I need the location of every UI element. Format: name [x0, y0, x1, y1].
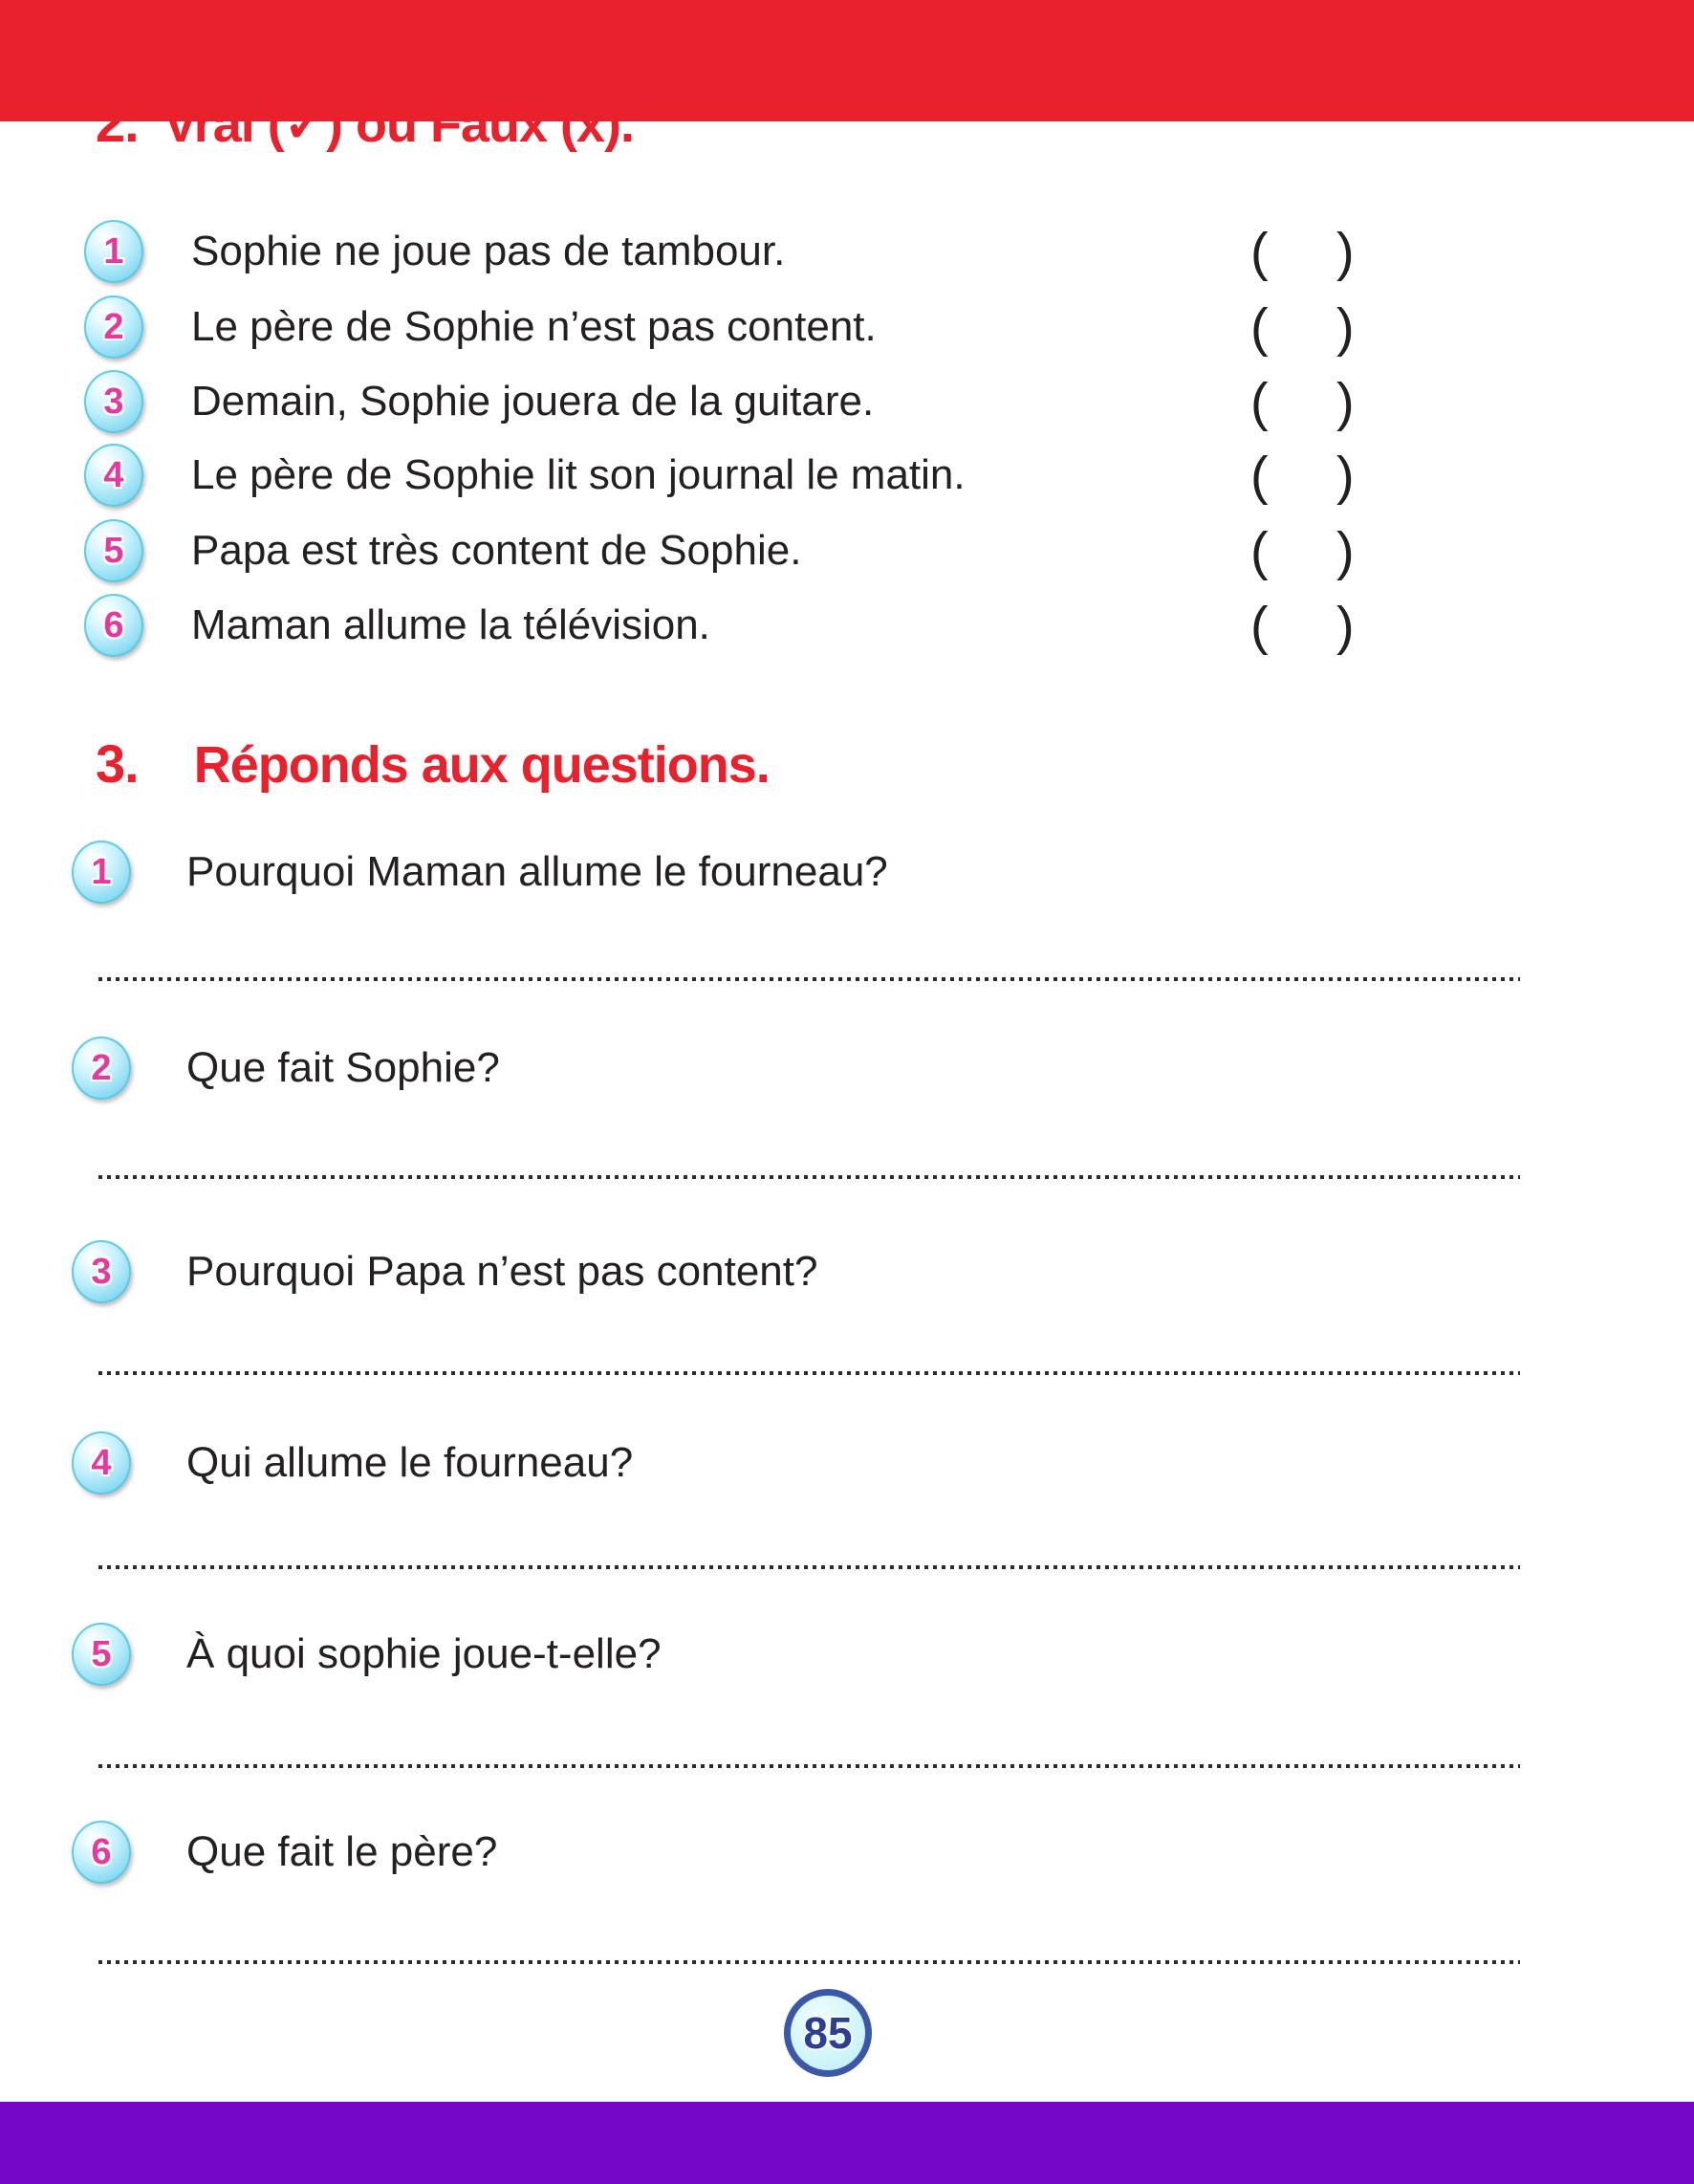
answer-paren-close[interactable]: ) [1336, 595, 1355, 656]
item-number-badge [84, 519, 143, 582]
question-text: À quoi sophie joue-t-elle? [186, 1630, 662, 1677]
item-number: 4 [103, 455, 124, 495]
item-number-badge [84, 444, 143, 507]
question-number-badge [72, 841, 131, 904]
statement-text: Maman allume la télévision. [191, 601, 710, 648]
statement-text: Papa est très content de Sophie. [191, 527, 802, 574]
section2-number: 2. [96, 93, 139, 153]
question-row [0, 1240, 1694, 1303]
question-row [0, 1037, 1694, 1100]
item-number: 3 [103, 382, 124, 422]
answer-line[interactable] [98, 1175, 1520, 1179]
question-number-badge [72, 1240, 131, 1303]
question-text: Qui allume le fourneau? [186, 1439, 634, 1486]
item-number: 2 [103, 307, 124, 347]
answer-paren-open[interactable]: ( [1250, 520, 1269, 581]
statement-text: Le père de Sophie n’est pas content. [191, 303, 877, 350]
true-false-row [0, 444, 1694, 507]
question-number-badge [72, 1037, 131, 1100]
answer-line[interactable] [98, 1960, 1520, 1964]
item-number-badge [84, 370, 143, 433]
statement-text: Sophie ne joue pas de tambour. [191, 228, 786, 274]
answer-paren-open[interactable]: ( [1250, 595, 1269, 656]
question-number: 6 [91, 1832, 112, 1872]
answer-paren-close[interactable]: ) [1336, 520, 1355, 581]
question-number-badge [72, 1431, 131, 1495]
item-number-badge [84, 594, 143, 657]
question-row [0, 1431, 1694, 1495]
statement-text: Le père de Sophie lit son journal le matin. [191, 451, 966, 498]
section3-heading [96, 732, 770, 795]
item-number: 6 [103, 605, 124, 645]
question-text: Que fait Sophie? [186, 1044, 500, 1091]
answer-paren-open[interactable]: ( [1250, 445, 1269, 506]
true-false-row [0, 295, 1694, 359]
true-false-row [0, 594, 1694, 657]
answer-line[interactable] [98, 1764, 1520, 1768]
answer-paren-close[interactable]: ) [1336, 221, 1355, 282]
item-number: 1 [103, 231, 124, 272]
true-false-row [0, 370, 1694, 433]
question-text: Pourquoi Papa n’est pas content? [186, 1248, 818, 1295]
section3-number: 3. [96, 733, 139, 794]
answer-paren-open[interactable]: ( [1250, 221, 1269, 282]
question-number: 3 [91, 1252, 112, 1292]
section2-heading [96, 92, 634, 154]
answer-paren-close[interactable]: ) [1336, 371, 1355, 432]
question-text: Que fait le père? [186, 1828, 498, 1875]
answer-paren-open[interactable]: ( [1250, 296, 1269, 358]
answer-paren-close[interactable]: ) [1336, 445, 1355, 506]
page-number-badge [784, 1989, 872, 2077]
question-number: 1 [91, 852, 112, 892]
question-number-badge [72, 1821, 131, 1884]
statement-text: Demain, Sophie jouera de la guitare. [191, 378, 875, 425]
true-false-row [0, 519, 1694, 582]
page-number: 85 [803, 2008, 853, 2058]
item-number: 5 [103, 531, 124, 571]
section2-title: Vrai (✓) ou Faux (x). [163, 96, 635, 153]
question-text: Pourquoi Maman allume le fourneau? [186, 848, 888, 895]
item-number-badge [84, 295, 143, 359]
question-number: 4 [91, 1443, 112, 1483]
answer-paren-open[interactable]: ( [1250, 371, 1269, 432]
question-number: 2 [91, 1048, 112, 1088]
question-number-badge [72, 1623, 131, 1686]
answer-line[interactable] [98, 1565, 1520, 1569]
answer-line[interactable] [98, 1371, 1520, 1375]
section3-title: Réponds aux questions. [193, 736, 770, 794]
bottom-banner [0, 2102, 1694, 2184]
answer-line[interactable] [98, 977, 1520, 981]
question-number: 5 [91, 1634, 112, 1674]
question-row [0, 1821, 1694, 1884]
question-row [0, 1623, 1694, 1686]
item-number-badge [84, 220, 143, 283]
answer-paren-close[interactable]: ) [1336, 296, 1355, 358]
true-false-row [0, 220, 1694, 283]
question-row [0, 841, 1694, 904]
